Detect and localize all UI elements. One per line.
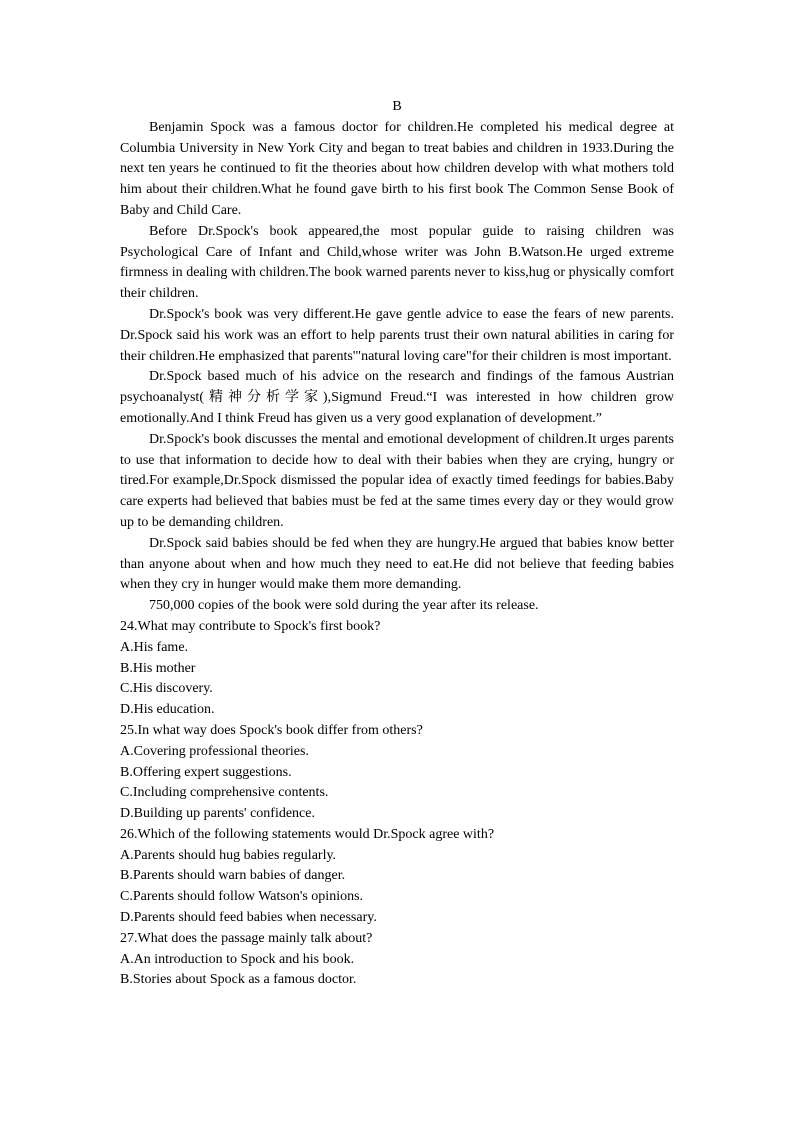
question-stem: 26.Which of the following statements would Dr.Spock agree with? (120, 826, 495, 842)
passage-paragraph-2: Before Dr.Spock's book appeared,the most popular guide to raising children was Psychological Care of Infant and Child,whose writer was John B.Watson.He urged extreme firmness in dealing with children.The book warned parents never to kiss,hug or physically comfort their children. (120, 223, 674, 302)
passage-paragraph-3: Dr.Spock's book was very different.He gave gentle advice to ease the fears of new parents. Dr.Spock said his work was an effort to help parents trust their own natural abilities in caring for their children.He emphasized that parents'"natural loving care"for their children is most important. (120, 306, 674, 364)
passage-label: B (392, 99, 402, 114)
option-c: C.His discovery. (120, 681, 213, 697)
option-b: B.Stories about Spock as a famous doctor. (120, 972, 357, 988)
passage-paragraph-7: 750,000 copies of the book were sold during the year after its release. (149, 598, 539, 614)
document-content (120, 97, 674, 991)
question-25 (120, 721, 674, 825)
option-a: A.An introduction to Spock and his book. (120, 951, 355, 967)
passage-paragraph-1: Benjamin Spock was a famous doctor for children.He completed his medical degree at Columbia University in New York City and began to treat babies and children in 1933.During the next ten years he continued to fit the theories about how children develop with what mothers told him about their children.What he found gave birth to his first book The Common Sense Book of Baby and Child Care. (120, 119, 674, 218)
option-b: B.His mother (120, 660, 196, 676)
option-b: B.Offering expert suggestions. (120, 764, 292, 780)
passage-paragraph-6: Dr.Spock said babies should be fed when they are hungry.He argued that babies know better than anyone about when and how much they need to eat.He did not believe that feeding babies when they cry in hunger would make them more demanding. (120, 535, 674, 593)
question-stem: 24.What may contribute to Spock's first book? (120, 618, 381, 634)
option-d: D.Parents should feed babies when necessary. (120, 910, 377, 926)
question-stem: 25.In what way does Spock's book differ from others? (120, 722, 423, 738)
passage-paragraph-4: Dr.Spock based much of his advice on the research and findings of the famous Austrian psychoanalyst(精神分析学家),Sigmund Freud.“I was interested in how children grow emotionally.And I think Freud has given us a very good explanation of development.” (120, 369, 674, 426)
option-a: A.Covering professional theories. (120, 743, 309, 759)
option-c: C.Parents should follow Watson's opinions. (120, 889, 364, 905)
option-c: C.Including comprehensive contents. (120, 785, 329, 801)
option-d: D.Building up parents' confidence. (120, 806, 315, 822)
option-d: D.His education. (120, 702, 215, 718)
question-stem: 27.What does the passage mainly talk about? (120, 930, 373, 946)
question-26 (120, 825, 674, 929)
passage-paragraph-5: Dr.Spock's book discusses the mental and emotional development of children.It urges parents to use that information to decide how to deal with their babies when they are crying, hungry or tired.For example,Dr.Spock dismissed the popular idea of exactly timed feedings for babies.Baby care experts had believed that babies must be fed at the same times every day or they would grow up to be demanding children. (120, 431, 674, 530)
option-a: A.His fame. (120, 639, 189, 655)
option-b: B.Parents should warn babies of danger. (120, 868, 346, 884)
question-24 (120, 617, 674, 721)
question-27 (120, 929, 674, 991)
option-a: A.Parents should hug babies regularly. (120, 847, 337, 863)
